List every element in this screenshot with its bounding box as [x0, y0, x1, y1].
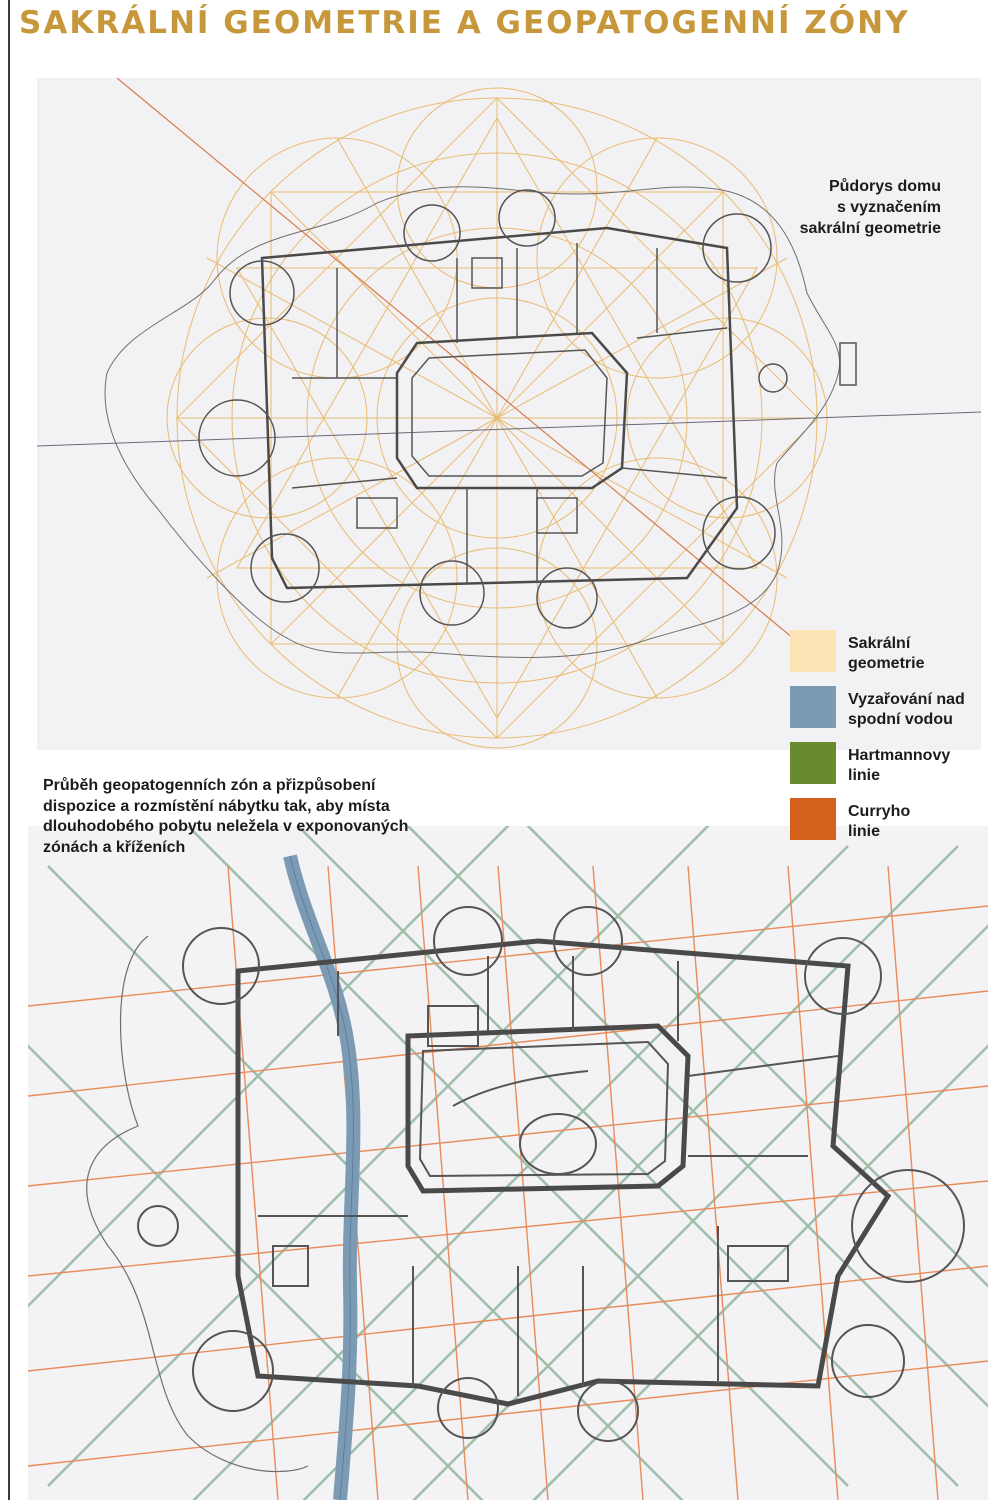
page-title: SAKRÁLNÍ GEOMETRIE A GEOPATOGENNÍ ZÓNY	[19, 5, 910, 41]
legend-swatch	[790, 686, 836, 728]
top-plan-caption-line: sakrální geometrie	[799, 220, 941, 237]
legend-item-hartmann-lines	[790, 742, 985, 792]
bottom-plan-caption-line: zónách a kříženích	[43, 838, 186, 856]
top-plan-caption	[800, 176, 941, 239]
legend-label: Hartmannovy linie	[848, 747, 951, 784]
legend-item-curry-lines	[790, 798, 985, 848]
bottom-plan-caption-line: Průběh geopatogenních zón a přizpůsobení	[43, 777, 376, 794]
legend-item-sacred-geometry	[790, 630, 985, 680]
legend-swatch	[790, 742, 836, 784]
bottom-plan-caption	[43, 776, 408, 858]
legend-label: Sakrální geometrie	[848, 635, 925, 672]
legend-label: Vyzařování nad spodní vodou	[848, 691, 965, 728]
bottom-plan-caption-line: dlouhodobého pobytu neležela v exponovaných	[43, 818, 409, 835]
legend-swatch	[790, 630, 836, 672]
legend-swatch	[790, 798, 836, 840]
bottom-plan-caption-line: dispozice a rozmístění nábytku tak, aby místa	[43, 797, 390, 815]
top-plan-caption-line: Půdorys domu	[828, 178, 941, 195]
floor-plan-geopathogenic-zones-drawing	[28, 826, 988, 1500]
floor-plan-geopathogenic-zones	[28, 826, 988, 1500]
legend-item-water-radiation	[790, 686, 985, 736]
legend	[790, 630, 985, 844]
legend-label: Curryho linie	[848, 803, 911, 840]
top-plan-caption-line: s vyznačením	[836, 199, 941, 216]
page-left-rule	[8, 0, 10, 1500]
